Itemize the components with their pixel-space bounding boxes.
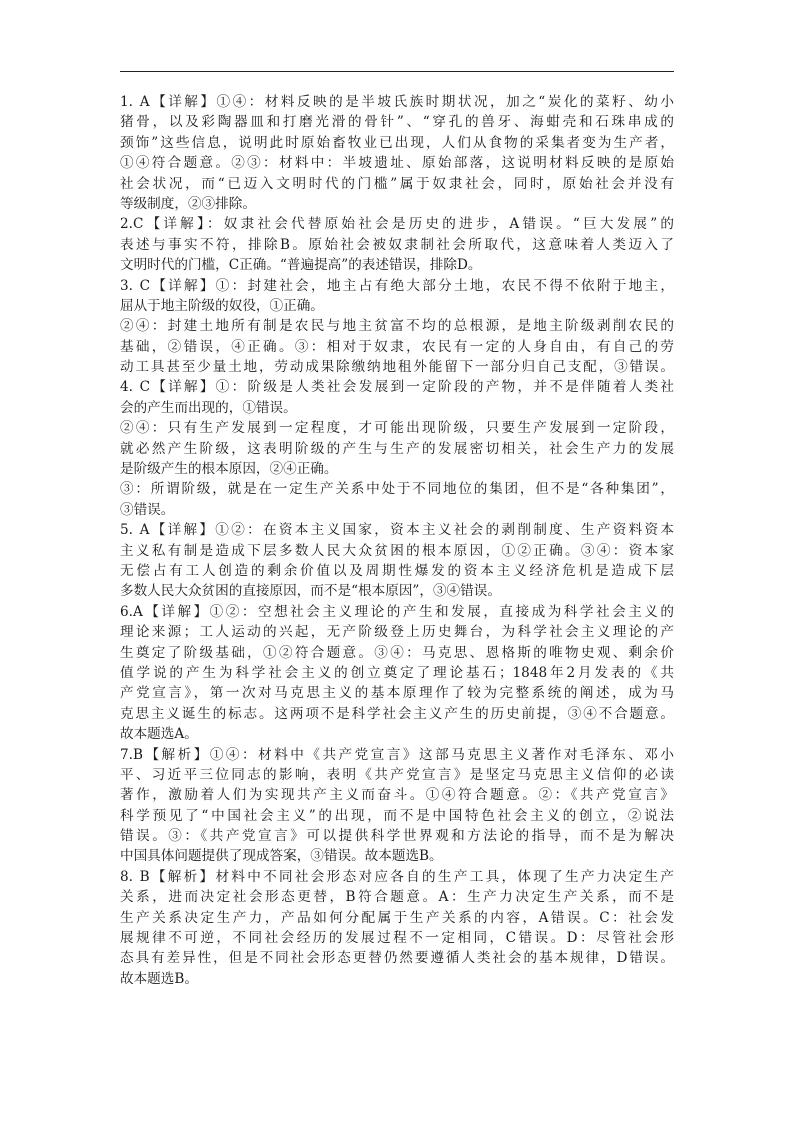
answer-line: 故本题选B。 [120, 970, 198, 987]
answer-line: 表述与事实不符，排除B。原始社会被奴隶制社会所取代，这意味着人类迈入了 [120, 236, 674, 253]
answer-line: 生奠定了阶级基础，①②符合题意。③④：马克思、恩格斯的唯物史观、剩余价 [120, 644, 674, 661]
answer-line: 中国具体问题提供了现成答案，③错误。故本题选B。 [120, 848, 443, 865]
answer-line: 多数人民大众贫困的直接原因，而不是“根本原因”，③④错误。 [120, 583, 501, 600]
answer-line: 2.C【详解】：奴隶社会代替原始社会是历史的进步，A错误。“巨大发展”的 [120, 216, 674, 233]
answer-3 [120, 276, 674, 378]
answer-2 [120, 214, 674, 275]
answer-line: 无偿占有工人创造的剩余价值以及周期性爆发的资本主义经济危机是造成下层 [120, 562, 674, 579]
answer-line: ①④符合题意。②③：材料中：半坡遗址、原始部落，这说明材料反映的是原始 [120, 155, 674, 172]
answer-line: 等级制度，②③排除。 [120, 195, 256, 212]
answer-5 [120, 520, 674, 602]
answer-line: ③错误。 [120, 501, 175, 518]
answer-line: 社会状况，而“已迈入文明时代的门槛”属于奴隶社会，同时，原始社会并没有 [120, 175, 674, 192]
answer-line: 值学说的产生为科学社会主义的创立奠定了理论基石；1848年2月发表的《共 [120, 664, 674, 681]
answer-line: 会的产生而出现的，①错误。 [120, 399, 297, 416]
answer-line: 动工具甚至少量土地，劳动成果除缴纳地租外能留下一部分归自己支配，③错误。 [120, 359, 674, 376]
answer-line: 就必然产生阶级，这表明阶级的产生与生产的发展密切相关，社会生产力的发展 [120, 440, 674, 457]
answer-line: 理论来源；工人运动的兴起，无产阶级登上历史舞台，为科学社会主义理论的产 [120, 624, 674, 641]
answer-line: 克思主义诞生的标志。这两项不是科学社会主义产生的历史前提，③④不合题意。 [120, 705, 674, 722]
answer-line: 猪骨，以及彩陶器皿和打磨光滑的骨针”、“穿孔的兽牙、海蚶壳和石珠串成的 [120, 114, 674, 131]
answer-line: ②④：只有生产发展到一定程度，才可能出现阶级，只要生产发展到一定阶段， [120, 420, 674, 437]
answer-line: 科学预见了“中国社会主义”的出现，而不是中国特色社会主义的创立，②说法 [120, 807, 674, 824]
answer-line: 是阶级产生的根本原因，②④正确。 [120, 461, 338, 478]
answer-8 [120, 867, 674, 989]
answer-1 [120, 92, 674, 214]
answer-line: 颈饰”这些信息，说明此时原始畜牧业已出现，人们从食物的采集者变为生产者， [120, 134, 674, 151]
answer-line: 6.A【详解】①②：空想社会主义理论的产生和发展，直接成为科学社会主义的 [120, 603, 674, 620]
answer-line: ③：所谓阶级，就是在一定生产关系中处于不同地位的集团，但不是“各种集团”， [120, 481, 674, 498]
answer-6 [120, 602, 674, 745]
answer-line: 生产关系决定生产力，产品如何分配属于生产关系的内容，A错误。C：社会发 [120, 909, 674, 926]
answer-line: 8. B【解析】材料中不同社会形态对应各自的生产工具，体现了生产力决定生产 [120, 868, 674, 885]
answer-4 [120, 377, 674, 520]
answer-line: 基础，②错误，④正确。③：相对于奴隶，农民有一定的人身自由，有自己的劳 [120, 338, 674, 355]
answer-7 [120, 745, 674, 867]
answer-line: 关系，进而决定社会形态更替，B符合题意。A：生产力决定生产关系，而不是 [120, 889, 674, 906]
answer-line: 4. C【详解】①：阶级是人类社会发展到一定阶段的产物，并不是伴随着人类社 [120, 379, 674, 396]
answer-line: 错误。③：《共产党宣言》可以提供科学世界观和方法论的指导，而不是为解决 [120, 828, 674, 845]
answer-line: 著作，激励着人们为实现共产主义而奋斗。①④符合题意。②：《共产党宣言》 [120, 787, 674, 804]
answer-line: 平、习近平三位同志的影响，表明《共产党宣言》是坚定马克思主义信仰的必读 [120, 766, 674, 783]
answer-line: 3. C【详解】①：封建社会，地主占有绝大部分土地，农民不得不依附于地主， [120, 277, 674, 294]
answer-content [120, 92, 674, 989]
answer-line: ②④：封建土地所有制是农民与地主贫富不均的总根源，是地主阶级剥削农民的 [120, 318, 674, 335]
answer-line: 态具有差异性，但是不同社会形态更替仍然要遵循人类社会的基本规律，D错误。 [120, 950, 674, 967]
answer-line: 屈从于地主阶级的奴役，①正确。 [120, 297, 324, 314]
answer-line: 7.B【解析】①④：材料中《共产党宣言》这部马克思主义著作对毛泽东、邓小 [120, 746, 674, 763]
answer-line: 1. A【详解】①④：材料反映的是半坡氏族时期状况，加之“炭化的菜籽、幼小 [120, 94, 674, 110]
answer-line: 文明时代的门槛，C正确。“普遍提高”的表述错误，排除D。 [120, 257, 482, 274]
answer-line: 主义私有制是造成下层多数人民大众贫困的根本原因，①②正确。③④：资本家 [120, 542, 674, 559]
answer-line: 产党宣言》，第一次对马克思主义的基本原理作了较为完整系统的阐述，成为马 [120, 685, 674, 702]
answer-line: 故本题选A。 [120, 726, 198, 743]
answer-line: 展规律不可逆，不同社会经历的发展过程不一定相同，C错误。D：尽管社会形 [120, 930, 674, 947]
answer-line: 5. A【详解】①②：在资本主义国家，资本主义社会的剥削制度、生产资料资本 [120, 522, 674, 539]
header-rule [120, 71, 674, 72]
